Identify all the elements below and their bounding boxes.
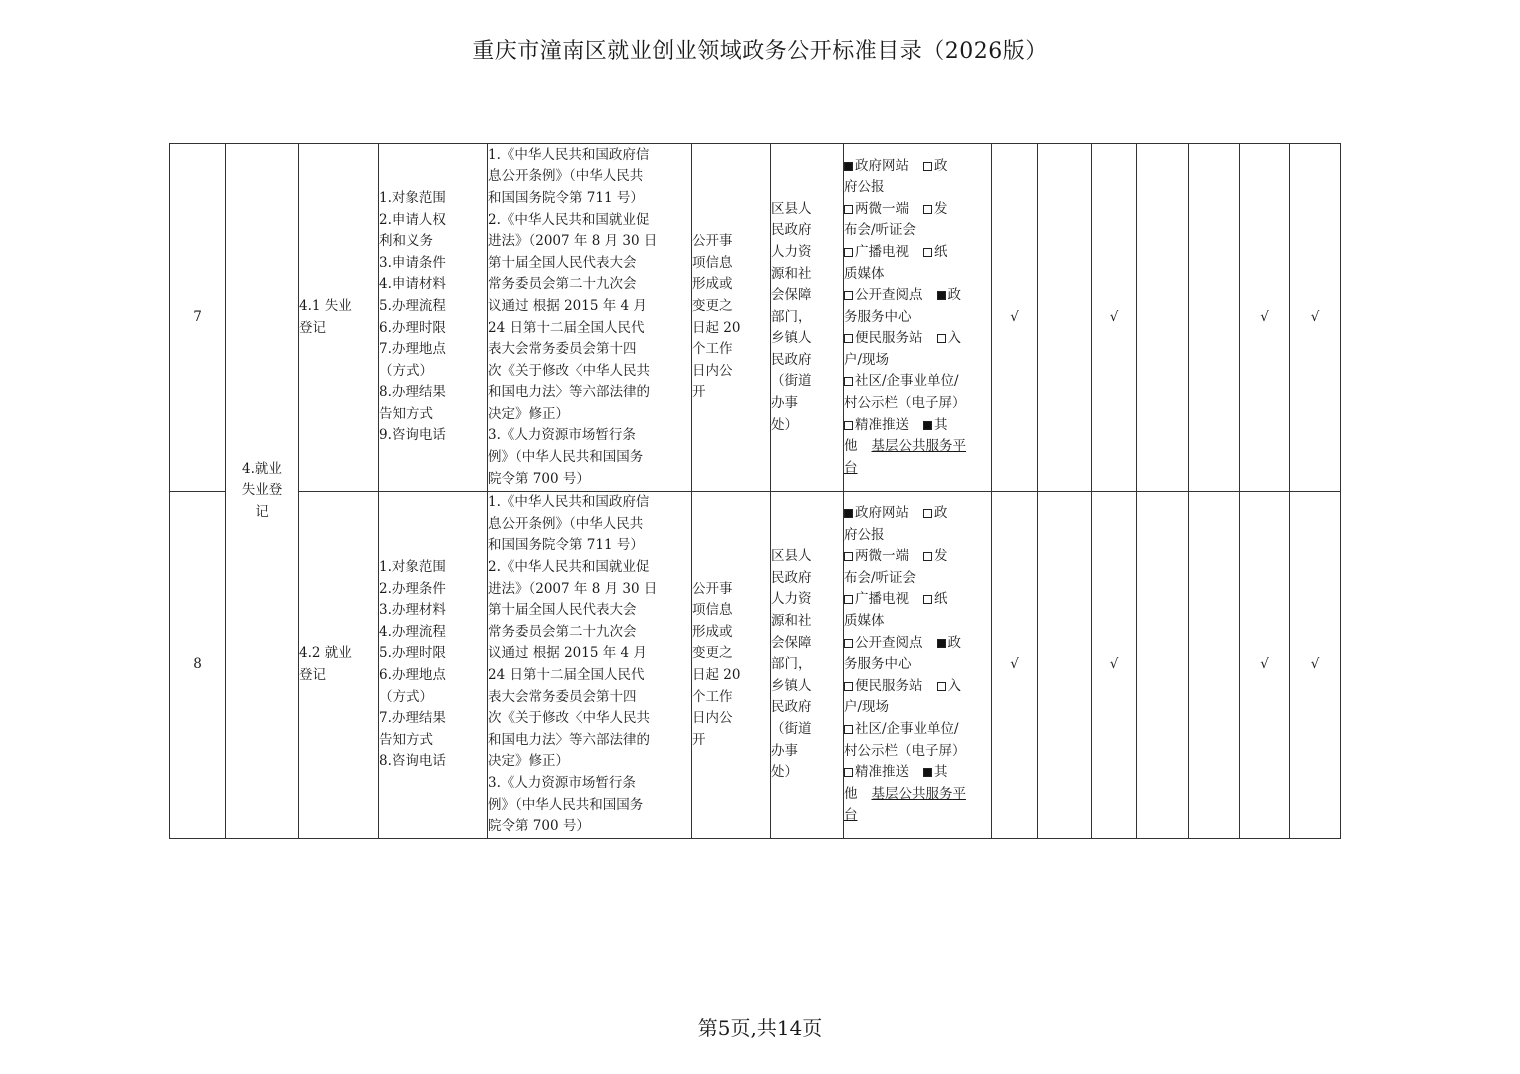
row-number: 7: [170, 144, 226, 492]
text-line: 1.对象范围: [379, 189, 446, 206]
channel-label: 其: [934, 416, 948, 433]
text-line: 办事: [771, 395, 798, 412]
text-line: 登记: [299, 319, 326, 336]
channel-line: [844, 393, 991, 415]
text-line: 项信息: [692, 254, 733, 271]
channel-line: [844, 177, 991, 199]
channel-line: [844, 805, 991, 827]
channel-line: [844, 697, 991, 719]
unchecked-box-icon: [937, 682, 946, 691]
text-line: 变更之: [692, 645, 733, 662]
text-line: 6.办理地点: [379, 667, 446, 683]
text-line: 表大会常务委员会第十四: [488, 688, 637, 705]
text-line: 2.申请人权: [379, 211, 446, 228]
channel-label: 公开查阅点: [855, 287, 923, 304]
text-line: 办事: [771, 742, 798, 759]
channel-line: [844, 371, 991, 393]
channel-line: [844, 719, 991, 741]
channel-label: 入: [947, 677, 961, 694]
channel-label: 政: [947, 634, 961, 651]
channel-label: 其: [934, 764, 948, 781]
channel-label: 务服务中心: [844, 308, 912, 325]
channel-label: 政府网站: [855, 157, 909, 174]
channel-label: 台: [844, 459, 858, 476]
unchecked-box-icon: [923, 509, 932, 518]
text-line: 3.《人力资源市场暂行条: [488, 427, 636, 444]
check-cell: √: [1290, 492, 1341, 839]
channel-label: 便民服务站: [855, 677, 923, 694]
check-cell: √: [1240, 144, 1290, 492]
channel-label: 政: [947, 287, 961, 304]
unchecked-box-icon: [844, 595, 853, 604]
content-list: [379, 492, 488, 839]
check-cell: √: [1092, 144, 1137, 492]
text-line: 和国电力法〉等六部法律的: [488, 384, 650, 401]
channel-label: 户/现场: [844, 351, 890, 368]
unchecked-box-icon: [844, 248, 853, 257]
text-line: 利和义务: [379, 233, 433, 250]
channel-line: [844, 220, 991, 242]
checked-box-icon: [923, 421, 932, 430]
text-line: 息公开条例》（中华人民共: [488, 515, 644, 532]
table-row: [170, 144, 1341, 492]
unchecked-box-icon: [923, 595, 932, 604]
channel-line: [844, 156, 991, 178]
text-line: 个工作: [692, 688, 733, 705]
unchecked-box-icon: [923, 552, 932, 561]
disclosure-channels: [844, 492, 992, 839]
channel-line: [844, 741, 991, 763]
text-line: 形成或: [692, 623, 733, 640]
channel-label: 质媒体: [844, 265, 885, 282]
unchecked-box-icon: [844, 768, 853, 777]
text-line: （街道: [771, 373, 812, 390]
channel-line: [844, 199, 991, 221]
channel-label: 他: [844, 438, 858, 455]
text-line: 开: [692, 731, 706, 748]
channel-label: 布会/听证会: [844, 222, 917, 239]
text-line: 民政府: [771, 351, 812, 368]
unchecked-box-icon: [844, 334, 853, 343]
channel-label: 台: [844, 807, 858, 824]
text-line: 决定》修正）: [488, 753, 569, 770]
text-line: 人力资: [771, 243, 812, 260]
text-line: 4.申请材料: [379, 276, 446, 293]
checked-box-icon: [937, 639, 946, 648]
check-cell: √: [992, 492, 1038, 839]
text-line: 息公开条例》（中华人民共: [488, 168, 644, 185]
text-line: 人力资: [771, 591, 812, 608]
check-cell: [1038, 144, 1092, 492]
unchecked-box-icon: [923, 248, 932, 257]
channel-line: [844, 676, 991, 698]
text-line: 1.《中华人民共和国政府信: [488, 494, 650, 511]
channel-label: 府公报: [844, 526, 885, 543]
check-cell: √: [992, 144, 1038, 492]
channel-label: 村公示栏（电子屏）: [844, 395, 966, 412]
text-line: 7.办理地点: [379, 341, 446, 358]
channel-label: 发: [934, 548, 948, 565]
channel-label: 户/现场: [844, 699, 890, 716]
text-line: 和国国务院令第 711 号）: [488, 537, 644, 554]
text-line: 民政府: [771, 569, 812, 586]
check-cell: [1137, 144, 1189, 492]
unchecked-box-icon: [844, 421, 853, 430]
channel-line: [844, 436, 991, 458]
text-line: 3.办理材料: [379, 602, 446, 619]
text-line: 2.《中华人民共和国就业促: [488, 211, 650, 228]
channel-label: 纸: [934, 591, 948, 608]
text-line: 个工作: [692, 341, 733, 358]
check-cell: √: [1290, 144, 1341, 492]
text-line: 处）: [771, 416, 798, 433]
text-line: 9.咨询电话: [379, 427, 446, 444]
channel-label: 入: [947, 330, 961, 347]
text-line: 次《关于修改〈中华人民共: [488, 710, 650, 727]
disclosure-subject: [771, 492, 844, 839]
channel-line: [844, 242, 991, 264]
text-line: 4.就业: [242, 460, 282, 477]
page-title: 重庆市潼南区就业创业领域政务公开标准目录（2026版）: [472, 39, 1048, 64]
text-line: 决定》修正）: [488, 405, 569, 422]
channel-label: 布会/听证会: [844, 569, 917, 586]
channel-line: [844, 285, 991, 307]
channel-line: [844, 784, 991, 806]
unchecked-box-icon: [923, 162, 932, 171]
unchecked-box-icon: [937, 334, 946, 343]
channel-label: 政: [934, 505, 948, 522]
text-line: 日内公: [692, 710, 733, 727]
text-line: 4.1 失业: [299, 297, 352, 314]
checked-box-icon: [937, 291, 946, 300]
channel-label: 广播电视: [855, 591, 909, 608]
channel-line: [844, 589, 991, 611]
check-cell: √: [1240, 492, 1290, 839]
text-line: 告知方式: [379, 731, 433, 748]
channel-line: [844, 546, 991, 568]
text-line: 日起 20: [692, 667, 741, 683]
channel-label: 发: [934, 200, 948, 217]
text-line: 会保障: [771, 634, 812, 651]
channel-label: 纸: [934, 243, 948, 260]
channel-line: [844, 611, 991, 633]
unchecked-box-icon: [844, 725, 853, 734]
text-line: 3.《人力资源市场暂行条: [488, 774, 636, 791]
item-name: [299, 492, 379, 839]
unchecked-box-icon: [844, 291, 853, 300]
text-line: 4.2 就业: [299, 645, 352, 662]
text-line: 议通过 根据 2015 年 4 月: [488, 645, 647, 662]
check-cell: [1189, 144, 1240, 492]
text-line: 4.办理流程: [379, 623, 446, 640]
text-line: 部门，: [771, 656, 812, 673]
text-line: （街道: [771, 720, 812, 737]
text-line: 失业登: [241, 482, 283, 499]
channel-label: 公开查阅点: [855, 634, 923, 651]
channel-label: 社区/企事业单位/: [855, 720, 959, 737]
channel-label: 两微一端: [855, 548, 909, 565]
channel-label: 社区/企事业单位/: [855, 373, 959, 390]
text-line: 6.办理时限: [379, 319, 446, 336]
unchecked-box-icon: [844, 377, 853, 386]
text-line: 记: [255, 503, 269, 520]
text-line: 项信息: [692, 602, 733, 619]
unchecked-box-icon: [923, 205, 932, 214]
text-line: 日内公: [692, 362, 733, 379]
channel-label: 基层公共服务平: [871, 438, 966, 455]
text-line: 8.咨询电话: [379, 753, 446, 770]
check-cell: √: [1092, 492, 1137, 839]
text-line: 区县人: [771, 548, 812, 565]
unchecked-box-icon: [844, 639, 853, 648]
text-line: 24 日第十二届全国人民代: [488, 667, 645, 683]
text-line: 3.申请条件: [379, 254, 446, 271]
text-line: 和国国务院令第 711 号）: [488, 189, 644, 206]
disclosure-channels: [844, 144, 992, 492]
text-line: 进法》（2007 年 8 月 30 日: [488, 233, 658, 250]
text-line: 5.办理时限: [379, 645, 446, 662]
text-line: 开: [692, 384, 706, 401]
text-line: 1.《中华人民共和国政府信: [488, 146, 650, 163]
legal-basis: [488, 144, 692, 492]
content-list: [379, 144, 488, 492]
disclosure-subject: [771, 144, 844, 492]
channel-label: 政: [934, 157, 948, 174]
text-line: 日起 20: [692, 319, 741, 336]
text-line: 形成或: [692, 276, 733, 293]
text-line: 源和社: [771, 613, 812, 630]
channel-label: 政府网站: [855, 505, 909, 522]
channel-label: 便民服务站: [855, 330, 923, 347]
channel-label: 质媒体: [844, 613, 885, 630]
channel-line: [844, 503, 991, 525]
check-cell: [1137, 492, 1189, 839]
text-line: 2.办理条件: [379, 580, 446, 597]
checked-box-icon: [844, 509, 853, 518]
text-line: 乡镇人: [771, 677, 812, 694]
channel-label: 两微一端: [855, 200, 909, 217]
channel-line: [844, 633, 991, 655]
channel-label: 他: [844, 785, 858, 802]
text-line: 进法》（2007 年 8 月 30 日: [488, 580, 658, 597]
text-line: 乡镇人: [771, 330, 812, 347]
text-line: 常务委员会第二十九次会: [488, 276, 637, 293]
group-label: [226, 144, 299, 839]
text-line: 变更之: [692, 297, 733, 314]
text-line: 第十届全国人民代表大会: [488, 254, 637, 271]
item-name: [299, 144, 379, 492]
channel-line: [844, 328, 991, 350]
legal-basis: [488, 492, 692, 839]
channel-label: 广播电视: [855, 243, 909, 260]
text-line: 告知方式: [379, 405, 433, 422]
channel-line: [844, 654, 991, 676]
unchecked-box-icon: [844, 205, 853, 214]
text-line: （方式）: [379, 362, 433, 379]
unchecked-box-icon: [844, 552, 853, 561]
text-line: 常务委员会第二十九次会: [488, 623, 637, 640]
text-line: 部门，: [771, 308, 812, 325]
text-line: 源和社: [771, 265, 812, 282]
channel-label: 精准推送: [855, 764, 909, 781]
text-line: 会保障: [771, 287, 812, 304]
text-line: 次《关于修改〈中华人民共: [488, 362, 650, 379]
text-line: 1.对象范围: [379, 559, 446, 576]
text-line: 7.办理结果: [379, 710, 446, 727]
checked-box-icon: [844, 162, 853, 171]
text-line: 和国电力法〉等六部法律的: [488, 731, 650, 748]
text-line: 区县人: [771, 200, 812, 217]
check-cell: [1189, 492, 1240, 839]
channel-line: [844, 568, 991, 590]
channel-label: 务服务中心: [844, 656, 912, 673]
channel-line: [844, 525, 991, 547]
checked-box-icon: [923, 768, 932, 777]
channel-label: 精准推送: [855, 416, 909, 433]
text-line: 登记: [299, 667, 326, 683]
text-line: 例》（中华人民共和国国务: [488, 796, 644, 813]
channel-line: [844, 762, 991, 784]
check-cell: [1038, 492, 1092, 839]
text-line: 议通过 根据 2015 年 4 月: [488, 297, 647, 314]
text-line: （方式）: [379, 688, 433, 705]
text-line: 8.办理结果: [379, 384, 446, 401]
channel-line: [844, 307, 991, 329]
catalog-table: [169, 143, 1341, 839]
text-line: 院令第 700 号）: [488, 818, 590, 835]
channel-label: 基层公共服务平: [871, 785, 966, 802]
disclosure-time: [692, 492, 771, 839]
row-number: 8: [170, 492, 226, 839]
channel-label: 村公示栏（电子屏）: [844, 742, 966, 759]
channel-line: [844, 458, 991, 480]
text-line: 公开事: [692, 580, 733, 597]
channel-line: [844, 415, 991, 437]
disclosure-time: [692, 144, 771, 492]
text-line: 第十届全国人民代表大会: [488, 602, 637, 619]
text-line: 表大会常务委员会第十四: [488, 341, 637, 358]
text-line: 2.《中华人民共和国就业促: [488, 559, 650, 576]
channel-line: [844, 264, 991, 286]
text-line: 民政府: [771, 699, 812, 716]
text-line: 民政府: [771, 222, 812, 239]
channel-label: 府公报: [844, 179, 885, 196]
text-line: 例》（中华人民共和国国务: [488, 449, 644, 466]
text-line: 5.办理流程: [379, 297, 446, 314]
text-line: 公开事: [692, 233, 733, 250]
page-footer: 第5页,共14页: [697, 1016, 823, 1040]
table-row: [170, 492, 1341, 839]
unchecked-box-icon: [844, 682, 853, 691]
channel-line: [844, 350, 991, 372]
text-line: 24 日第十二届全国人民代: [488, 319, 645, 336]
text-line: 院令第 700 号）: [488, 470, 590, 487]
text-line: 处）: [771, 764, 798, 781]
